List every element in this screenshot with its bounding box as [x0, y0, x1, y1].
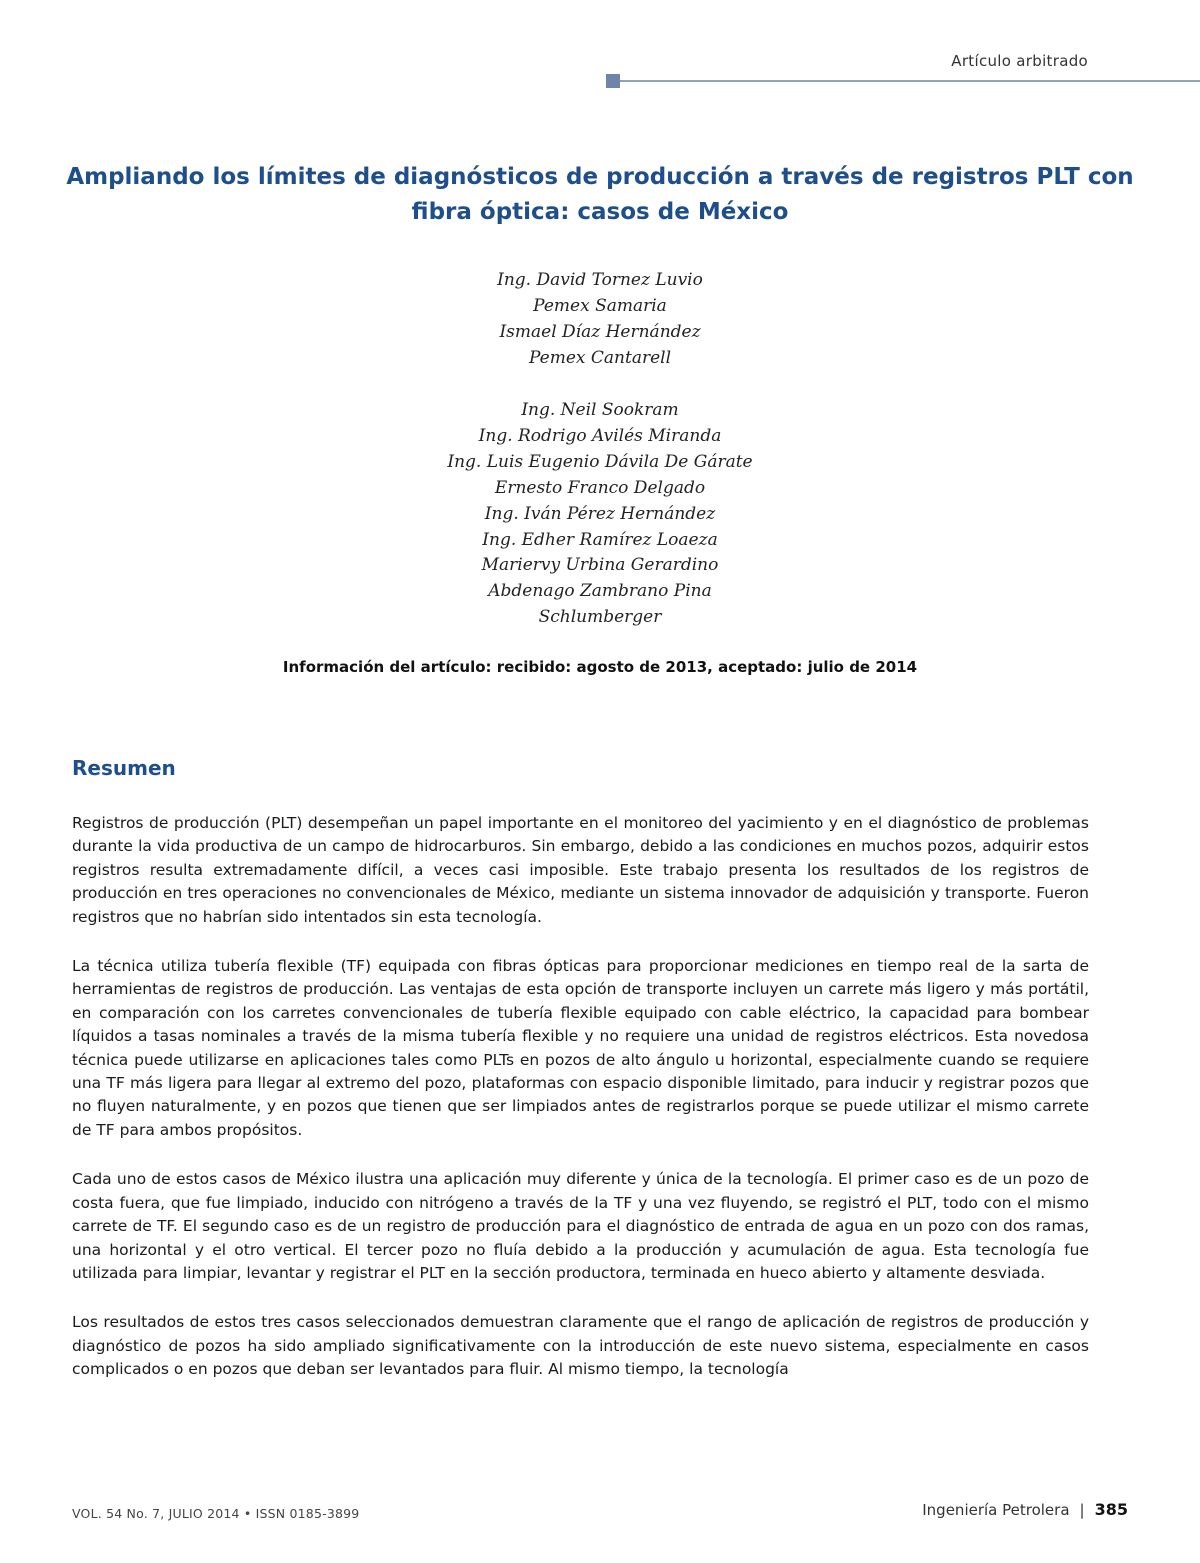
- author-line: Mariervy Urbina Gerardino: [481, 555, 719, 576]
- abstract-paragraph: Registros de producción (PLT) desempeñan un papel importante en el monitoreo del yacimiento y en el diagnóstico de problemas durante la vida productiva de un campo de hidrocarburos. Sin embargo, debido a las condiciones en muchos pozos, adquirir estos registros resulta extremadamente difícil, a veces casi imposible. Este trabajo presenta los resultados de los registros de producción en tres operaciones no convencionales de México, mediante un sistema innovador de adquisición y transporte. Fueron registros que no habrían sido intentados sin esta tecnología.: [72, 814, 1089, 926]
- section-label: Artículo arbitrado: [951, 52, 1088, 70]
- author-line: Ismael Díaz Hernández: [499, 321, 701, 342]
- author-list-pemex: [200, 268, 1000, 372]
- abstract-paragraph: Cada uno de estos casos de México ilustra una aplicación muy diferente y única de la tecnología. El primer caso es de un pozo de costa fuera, que fue limpiado, inducido con nitrógeno a través de la TF y una vez fluyendo, se registró el PLT, todo con el mismo carrete de TF. El segundo caso es de un registro de producción para el diagnóstico de entrada de agua en un pozo con dos ramas, una horizontal y el otro vertical. El tercer pozo no fluía debido a la producción y acumulación de agua. Esta tecnología fue utilizada para limpiar, levantar y registrar el PLT en la sección productora, terminada en hueco abierto y altamente desviada.: [72, 1170, 1089, 1282]
- header-rule: [606, 80, 1200, 82]
- author-line: Ing. Luis Eugenio Dávila De Gárate: [447, 451, 753, 472]
- page-number: 385: [1094, 1500, 1128, 1519]
- header-square-marker: [606, 74, 620, 88]
- affiliation-line: Pemex Samaria: [533, 295, 667, 316]
- abstract-body: [72, 812, 1089, 1408]
- author-line: Abdenago Zambrano Pina: [488, 581, 712, 602]
- author-line: Ernesto Franco Delgado: [494, 477, 706, 498]
- author-line: Ing. Neil Sookram: [521, 400, 679, 420]
- footer-journal-block: [922, 1500, 1128, 1519]
- affiliation-line: Pemex Cantarell: [528, 347, 672, 368]
- author-line: Ing. Edher Ramírez Loaeza: [482, 529, 718, 550]
- author-list-schlumberger: [200, 398, 1000, 631]
- author-line: Ing. Rodrigo Avilés Miranda: [478, 425, 722, 446]
- abstract-paragraph: La técnica utiliza tubería flexible (TF) equipada con fibras ópticas para proporcionar mediciones en tiempo real de la sarta de herramientas de registros de producción. Las ventajas de esta opción de transporte incluyen un carrete más ligero y más portátil, en comparación con los carretes convencionales de tubería flexible equipado con cable eléctrico, la capacidad para bombear líquidos a tasas nominales a través de la misma tubería flexible y no requiere una unidad de registros eléctricos. Esta novedosa técnica puede utilizarse en aplicaciones tales como PLTs en pozos de alto ángulo u horizontal, especialmente cuando se requiere una TF más ligera para llegar al extremo del pozo, plataformas con espacio disponible limitado, para inducir y registrar pozos que no fluyen naturalmente, y en pozos que tienen que ser limpiados antes de registrarlos porque se puede utilizar el mismo carrete de TF para ambos propósitos.: [72, 957, 1089, 1139]
- journal-name: Ingeniería Petrolera: [922, 1500, 1070, 1519]
- footer-citation: VOL. 54 No. 7, JULIO 2014 • ISSN 0185-3899: [72, 1506, 360, 1521]
- article-title: Ampliando los límites de diagnósticos de producción a través de registros PLT con fibra óptica: casos de México: [66, 164, 1134, 225]
- footer-separator: |: [1079, 1500, 1085, 1519]
- author-line: Ing. Iván Pérez Hernández: [484, 503, 716, 524]
- article-info: Información del artículo: recibido: agosto de 2013, aceptado: julio de 2014: [282, 658, 918, 676]
- affiliation-line: Schlumberger: [538, 607, 662, 628]
- abstract-paragraph: Los resultados de estos tres casos seleccionados demuestran claramente que el rango de aplicación de registros de producción y diagnóstico de pozos ha sido ampliado significativamente con la introducción de este nuevo sistema, especialmente en casos complicados o en pozos que deban ser levantados para fluir. Al mismo tiempo, la tecnología: [72, 1313, 1089, 1379]
- author-line: Ing. David Tornez Luvio: [497, 270, 703, 290]
- abstract-heading: Resumen: [72, 756, 176, 780]
